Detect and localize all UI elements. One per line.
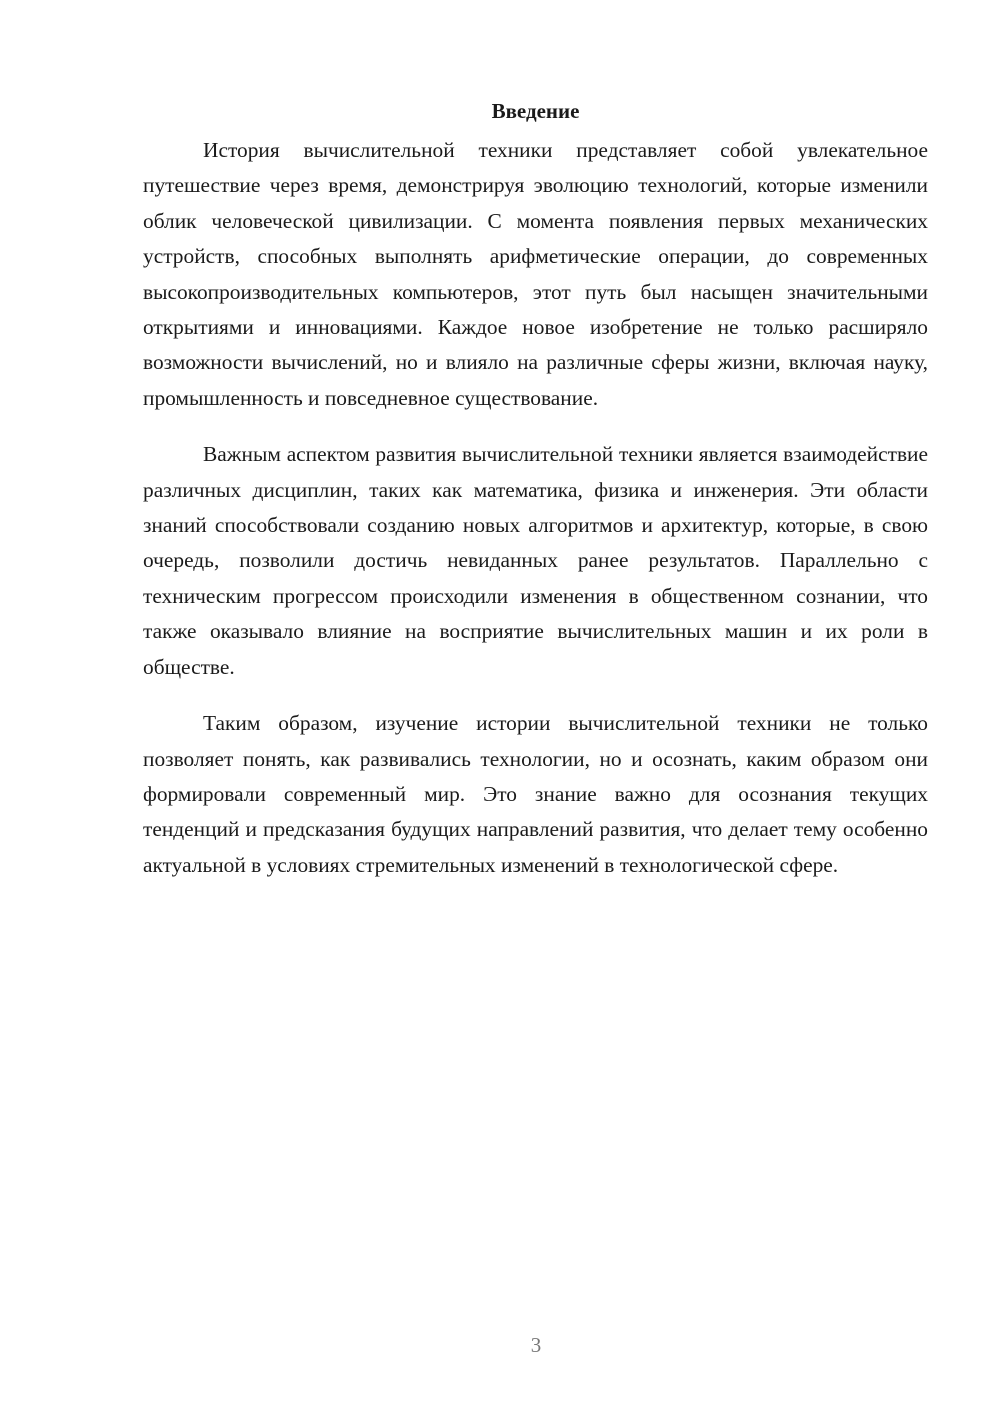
paragraph-2: Важным аспектом развития вычислительной техники является взаимодействие различных дисциплин, таких как математика, физика и инженерия. Эти области знаний способствовали созданию новых алгоритмов и архитектур, которые, в свою очередь, позволили достичь невиданных ранее результатов. Параллельно с техническим прогрессом происходили изменения в общественном сознании, что также оказывало влияние на восприятие вычислительных машин и их роли в обществе. <box>143 442 928 679</box>
page-content <box>143 97 928 883</box>
page-number: 3 <box>530 1333 542 1357</box>
paragraph-3: Таким образом, изучение истории вычислительной техники не только позволяет понять, как развивались технологии, но и осознать, каким образом они формировали современный мир. Это знание важно для осознания текущих тенденций и предсказания будущих направлений развития, что делает тему особенно актуальной в условиях стремительных изменений в технологической сфере. <box>143 711 928 877</box>
section-title: Введение <box>491 99 580 123</box>
paragraph-1: История вычислительной техники представляет собой увлекательное путешествие через время, демонстрируя эволюцию технологий, которые изменили облик человеческой цивилизации. С момента появления первых механических устройств, способных выполнять арифметические операции, до современных высокопроизводительных компьютеров, этот путь был насыщен значительными открытиями и инновациями. Каждое новое изобретение не только расширяло возможности вычислений, но и влияло на различные сферы жизни, включая науку, промышленность и повседневное существование. <box>143 138 928 410</box>
